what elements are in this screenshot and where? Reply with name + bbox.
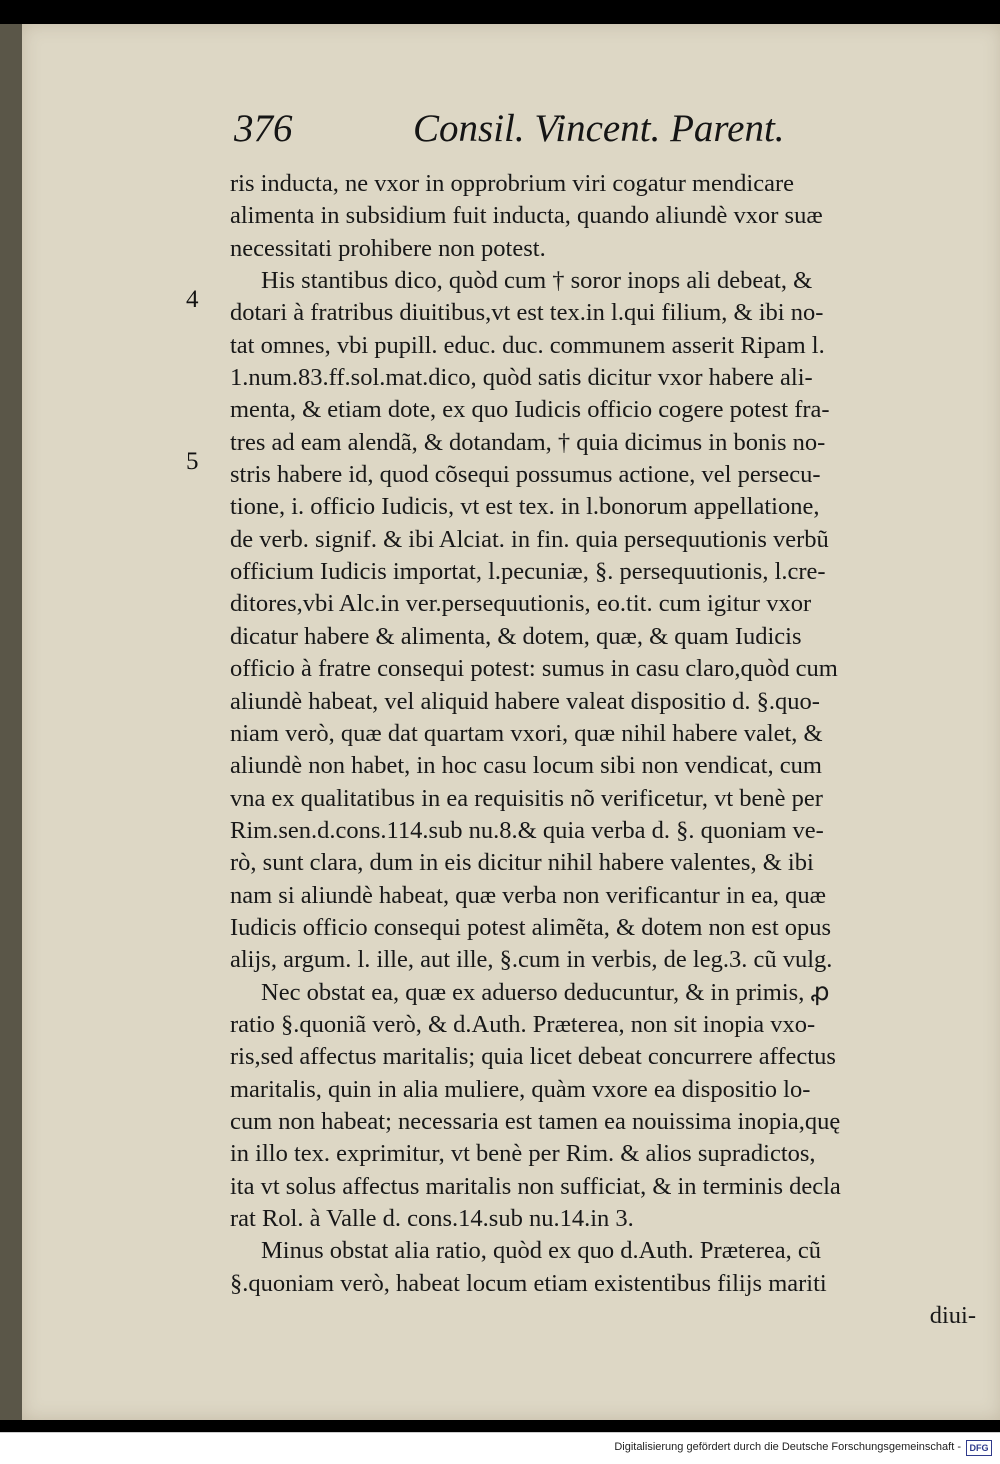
text-line: ratio §.quoniã verò, & d.Auth. Præterea, non sit inopia vxo-: [230, 1010, 816, 1038]
text-line: alimenta in subsidium fuit inducta, quando aliundè vxor suæ: [230, 202, 823, 230]
book-gutter: [0, 24, 22, 1420]
text-line: ditores,vbi Alc.in ver.persequutionis, eo.tit. cum igitur vxor: [230, 590, 812, 618]
text-line: Nec obstat ea, quæ ex aduerso deducuntur, & in primis, ꝓ: [261, 978, 830, 1006]
text-line: dicatur habere & alimenta, & dotem, quæ, & quam Iudicis: [230, 622, 802, 650]
text-line: alijs, argum. l. ille, aut ille, §.cum in verbis, de leg.3. cũ vulg.: [230, 946, 833, 974]
text-line: diui-: [929, 1302, 976, 1330]
text-line: 1.num.83.ff.sol.mat.dico, quòd satis dicitur vxor habere ali-: [230, 364, 813, 392]
margin-note-4: 4: [186, 286, 199, 313]
text-line: aliundè habeat, vel aliquid habere valeat dispositio d. §.quo-: [230, 687, 820, 715]
funding-notice: Digitalisierung gefördert durch die Deutsche Forschungsgemeinschaft -: [614, 1441, 961, 1453]
text-line: His stantibus dico, quòd cum † soror inops ali debeat, &: [261, 267, 813, 295]
text-line: vna ex qualitatibus in ea requisitis nõ verificetur, vt benè per: [230, 784, 823, 812]
text-line: dotari à fratribus diuitibus,vt est tex.in l.qui filium, & ibi no-: [230, 299, 824, 327]
text-line: stris habere id, quod cõsequi possumus actione, vel persecu-: [230, 461, 821, 489]
main-text: [230, 168, 986, 1332]
text-line: niam verò, quæ dat quartam vxori, quæ nihil habere valet, &: [230, 719, 823, 747]
text-line: menta, & etiam dote, ex quo Iudicis officio cogere potest fra-: [230, 396, 830, 424]
text-line: cum non habeat; necessaria est tamen ea nouissima inopia,quę: [230, 1107, 841, 1135]
page-header: [212, 106, 992, 154]
text-line: tat omnes, vbi pupill. educ. duc. communem asserit Ripam l.: [230, 331, 825, 359]
text-line: officio à fratre consequi potest: sumus in casu claro,quòd cum: [230, 655, 838, 683]
text-line: Minus obstat alia ratio, quòd ex quo d.Auth. Præterea, cũ: [261, 1237, 821, 1265]
text-line: ris inducta, ne vxor in opprobrium viri cogatur mendicare: [230, 170, 795, 197]
text-line: necessitati prohibere non potest.: [230, 234, 546, 262]
text-line: maritalis, quin in alia muliere, quàm vxore ea dispositio lo-: [230, 1075, 811, 1103]
text-line: Iudicis officio consequi potest alimẽta, & dotem non est opus: [230, 913, 832, 941]
text-line: ita vt solus affectus maritalis non sufficiat, & in terminis decla: [230, 1172, 841, 1200]
text-line: de verb. signif. & ibi Alciat. in fin. quia persequutionis verbũ: [230, 525, 829, 553]
running-title: Consil. Vincent. Parent.: [413, 107, 785, 150]
text-line: officium Iudicis importat, l.pecuniæ, §. persequutionis, l.cre-: [230, 558, 826, 586]
text-line: §.quoniam verò, habeat locum etiam existentibus filijs mariti: [230, 1269, 827, 1297]
text-line: rat Rol. à Valle d. cons.14.sub nu.14.in 3.: [230, 1205, 634, 1232]
text-line: aliundè non habet, in hoc casu locum sibi non vendicat, cum: [230, 752, 822, 780]
text-line: tres ad eam alendã, & dotandam, † quia dicimus in bonis no-: [230, 428, 826, 456]
text-line: ris,sed affectus maritalis; quia licet debeat concurrere affectus: [230, 1043, 836, 1071]
text-line: Rim.sen.d.cons.114.sub nu.8.& quia verba d. §. quoniam ve-: [230, 816, 824, 844]
page-number: 376: [234, 107, 293, 150]
text-line: nam si aliundè habeat, quæ verba non verificantur in ea, quæ: [230, 881, 826, 909]
margin-note-5: 5: [186, 448, 199, 475]
scanned-book-page: [22, 24, 1000, 1420]
text-line: tione, i. officio Iudicis, vt est tex. in l.bonorum appellatione,: [230, 493, 820, 521]
digitization-footer: [0, 1432, 1000, 1464]
text-line: in illo tex. exprimitur, vt benè per Rim. & alios supradictos,: [230, 1140, 816, 1168]
dfg-logo: DFG: [966, 1440, 992, 1456]
text-line: rò, sunt clara, dum in eis dicitur nihil habere valentes, & ibi: [230, 849, 814, 877]
